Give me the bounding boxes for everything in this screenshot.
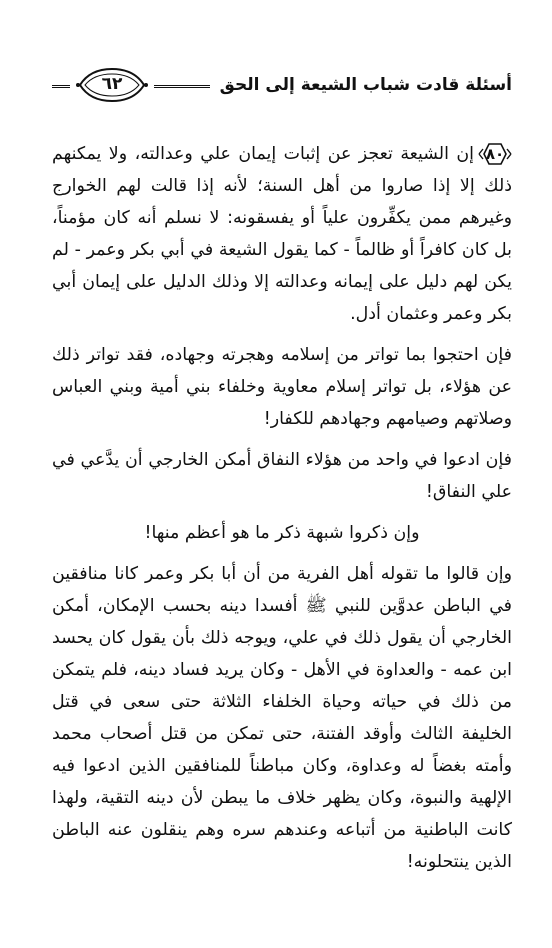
header-rule <box>154 85 210 88</box>
paragraph-text: إن الشيعة تعجز عن إثبات إيمان علي وعدالته، ولا يمكنهم ذلك إلا إذا صاروا من أهل السنة؛ لأنه إذا قالت لهم الخوارج وغيرهم ممن يكفِّرون علياً أو يفسقونه: لا نسلم أنه كان مؤمناً، بل كان كافراً أو ظالماً - كما يقول الشيعة في أبي بكر وعمر - لم يكن لهم دليل على إيمانه وعدالته إلا وذلك الدليل على إيمان أبي بكر وعمر وعثمان أدل. <box>52 144 512 324</box>
paragraph: وإن قالوا ما تقوله أهل الفرية من أن أبا بكر وعمر كانا منافقين في الباطن عدوَّين للنبي ﷺ أفسدا دينه بحسب الإمكان، أمكن الخارجي أن يقول ذلك في علي، ويوجه ذلك بأن يقول كان يحسد ابن عمه - والعداوة في الأهل - وكان يريد فساد دينه، فلم يتمكن من ذلك في حياته وحياة الخلفاء الثلاثة حتى سعى في قتل الخليفة الثالث وأوقد الفتنة، حتى تمكن من قتل أصحاب محمد وأمته بغضاً له وعداوة، وكان مباطناً للمنافقين الذين ادعوا فيه الإلهية والنبوة، وكان يظهر خلاف ما يبطن لأن دينه التقية، ولهذا كانت الباطنية من أتباعه وعندهم سره وهم ينقلون عنه الباطن الذين ينتحلونه! <box>52 564 512 872</box>
header-rule <box>52 85 70 88</box>
paragraph <box>52 138 512 330</box>
running-title: أسئلة قادت شباب الشيعة إلى الحق <box>219 75 512 95</box>
page-number-badge <box>76 65 148 105</box>
item-number: ٨٠ <box>485 145 505 163</box>
paragraph: وإن ذكروا شبهة ذكر ما هو أعظم منها! <box>144 523 420 543</box>
page-number: ٦٢ <box>101 74 123 94</box>
book-page <box>52 60 512 890</box>
page-body <box>52 138 512 887</box>
page-header <box>52 60 512 110</box>
paragraph: فإن ادعوا في واحد من هؤلاء النفاق أمكن الخارجي أن يدَّعي في علي النفاق! <box>52 450 512 502</box>
paragraph: فإن احتجوا بما تواتر من إسلامه وهجرته وجهاده، فقد تواتر ذلك عن هؤلاء، بل تواتر إسلام معاوية وخلفاء بني أمية وبني العباس وصلاتهم وصيامهم وجهادهم للكفار! <box>52 345 512 429</box>
item-number-badge <box>478 141 512 167</box>
